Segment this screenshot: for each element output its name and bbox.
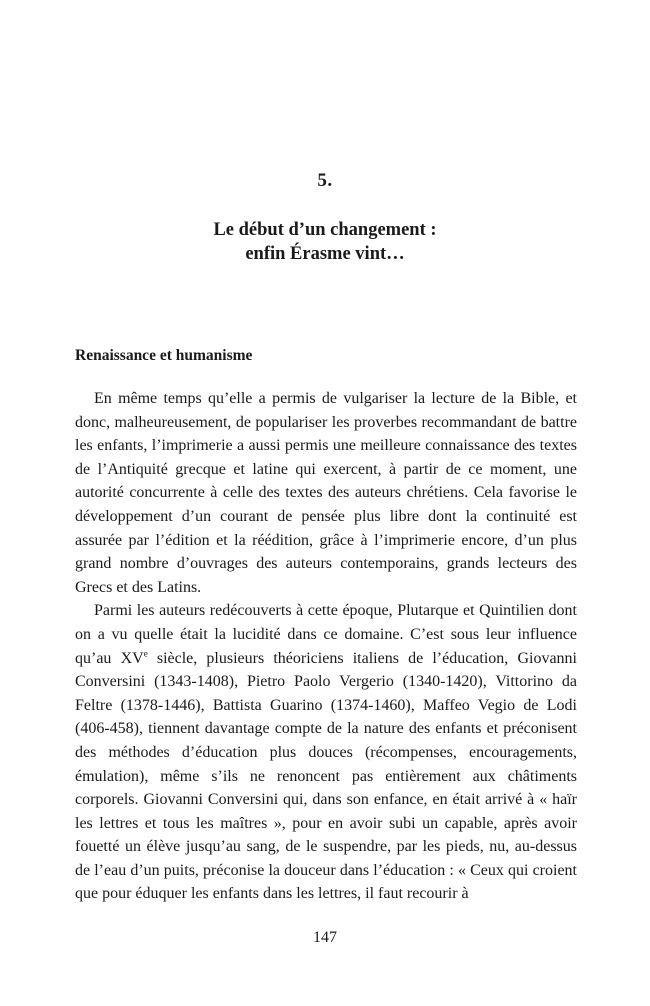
- section-heading: Renaissance et humanisme: [75, 347, 253, 364]
- page-number: 147: [313, 929, 337, 946]
- paragraph-2-part-1: Parmi les auteurs redécouverts à cette époque, Plutarque et Quintilien dont on a vu quelle était la lucidité dans ce domaine. C’est sous leur influence qu’au XV: [75, 602, 577, 667]
- chapter-number: 5.: [317, 170, 333, 191]
- chapter-title-line-2: enfin Érasme vint…: [245, 244, 405, 264]
- century-superscript: e: [143, 648, 148, 659]
- paragraph-2-part-2: siècle, plusieurs théoriciens italiens de l’éducation, Giovanni Conversini (1343-1408), Pietro Paolo Vergerio (1340-1420), Vittorino da Feltre (1378-1446), Battista Guarino (1374-1460), Maffeo Vegio de Lodi (406-458), tiennent davantage compte de la nature des enfants et préconisent des méthodes d’éducation plus douces (récompenses, encouragements, émulation), même s’ils ne renoncent pas entièrement aux châtiments corporels. Giovanni Conversini qui, dans son enfance, en était arrivé à « haïr les lettres et tous les maîtres », pour en avoir subi un capable, après avoir fouetté un élève jusqu’au sang, de le suspendre, par les pieds, nu, au-dessus de l’eau d’un puits, préconise la douceur dans l’éducation : « Ceux qui croient que pour éduquer les enfants dans les lettres, il faut recourir à: [75, 649, 578, 903]
- chapter-title: [0, 218, 650, 266]
- paragraph-2: [75, 599, 577, 906]
- chapter-title-line-1: Le début d’un changement :: [213, 220, 437, 240]
- body-text: [75, 387, 577, 906]
- paragraph-1: En même temps qu’elle a permis de vulgariser la lecture de la Bible, et donc, malheureusement, de populariser les proverbes recommandant de battre les enfants, l’imprimerie a aussi permis une meilleure connaissance des textes de l’Antiquité grecque et latine qui exercent, à partir de ce moment, une autorité concurrente à celle des textes des auteurs chrétiens. Cela favorise le développement d’un courant de pensée plus libre dont la continuité est assurée par l’édition et la réédition, grâce à l’imprimerie encore, d’un plus grand nombre d’ouvrages des auteurs contemporains, grands lecteurs des Grecs et des Latins.: [75, 390, 577, 596]
